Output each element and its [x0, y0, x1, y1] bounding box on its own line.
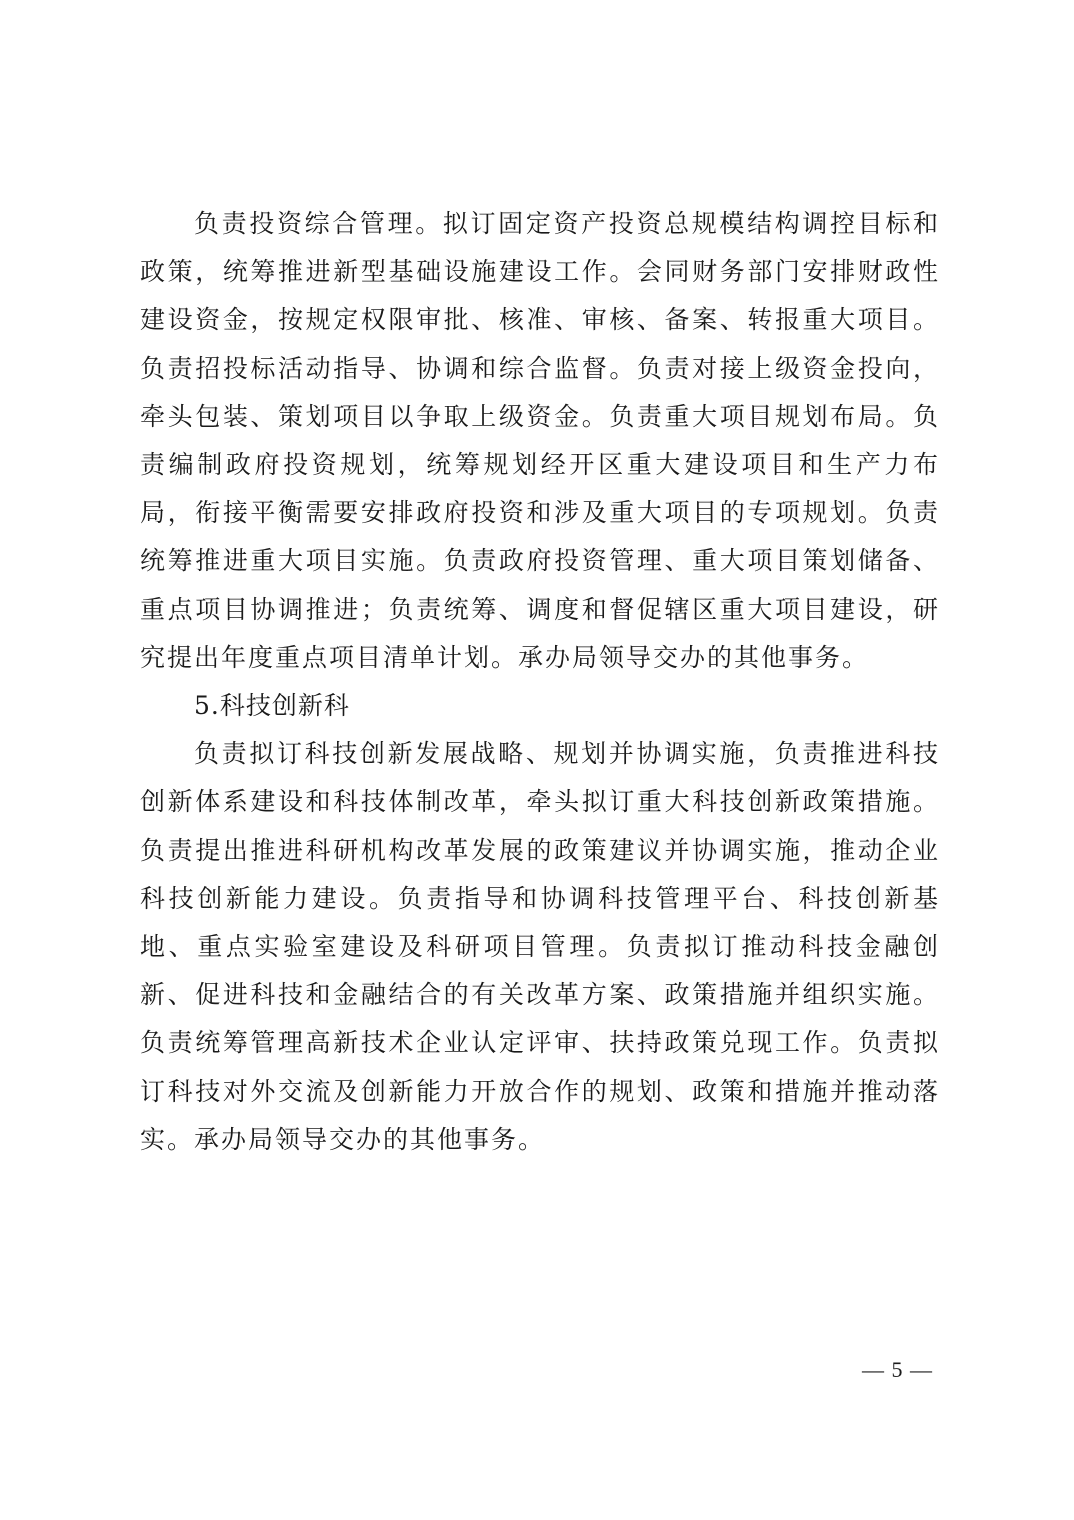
body-paragraph-tech-innovation: 负责拟订科技创新发展战略、规划并协调实施，负责推进科技创新体系建设和科技体制改革，牵头拟订重大科技创新政策措施。负责提出推进科研机构改革发展的政策建议并协调实施，推动企业科技创新能力建设。负责指导和协调科技管理平台、科技创新基地、重点实验室建设及科研项目管理。负责拟订推动科技金融创新、促进科技和金融结合的有关改革方案、政策措施并组织实施。负责统筹管理高新技术企业认定评审、扶持政策兑现工作。负责拟订科技对外交流及创新能力开放合作的规划、政策和措施并推动落实。承办局领导交办的其他事务。 — [140, 739, 940, 1154]
page-number: — 5 — — [862, 1357, 933, 1382]
body-paragraph-investment: 负责投资综合管理。拟订固定资产投资总规模结构调控目标和政策，统筹推进新型基础设施建设工作。会同财务部门安排财政性建设资金，按规定权限审批、核准、审核、备案、转报重大项目。负责招投标活动指导、协调和综合监督。负责对接上级资金投向，牵头包装、策划项目以争取上级资金。负责重大项目规划布局。负责编制政府投资规划，统筹规划经开区重大建设项目和生产力布局，衔接平衡需要安排政府投资和涉及重大项目的专项规划。负责统筹推进重大项目实施。负责政府投资管理、重大项目策划储备、重点项目协调推进；负责统筹、调度和督促辖区重大项目建设，研究提出年度重点项目清单计划。承办局领导交办的其他事务。 — [140, 209, 940, 672]
document-body — [140, 200, 940, 1164]
section-heading: 5.科技创新科 — [194, 691, 350, 721]
